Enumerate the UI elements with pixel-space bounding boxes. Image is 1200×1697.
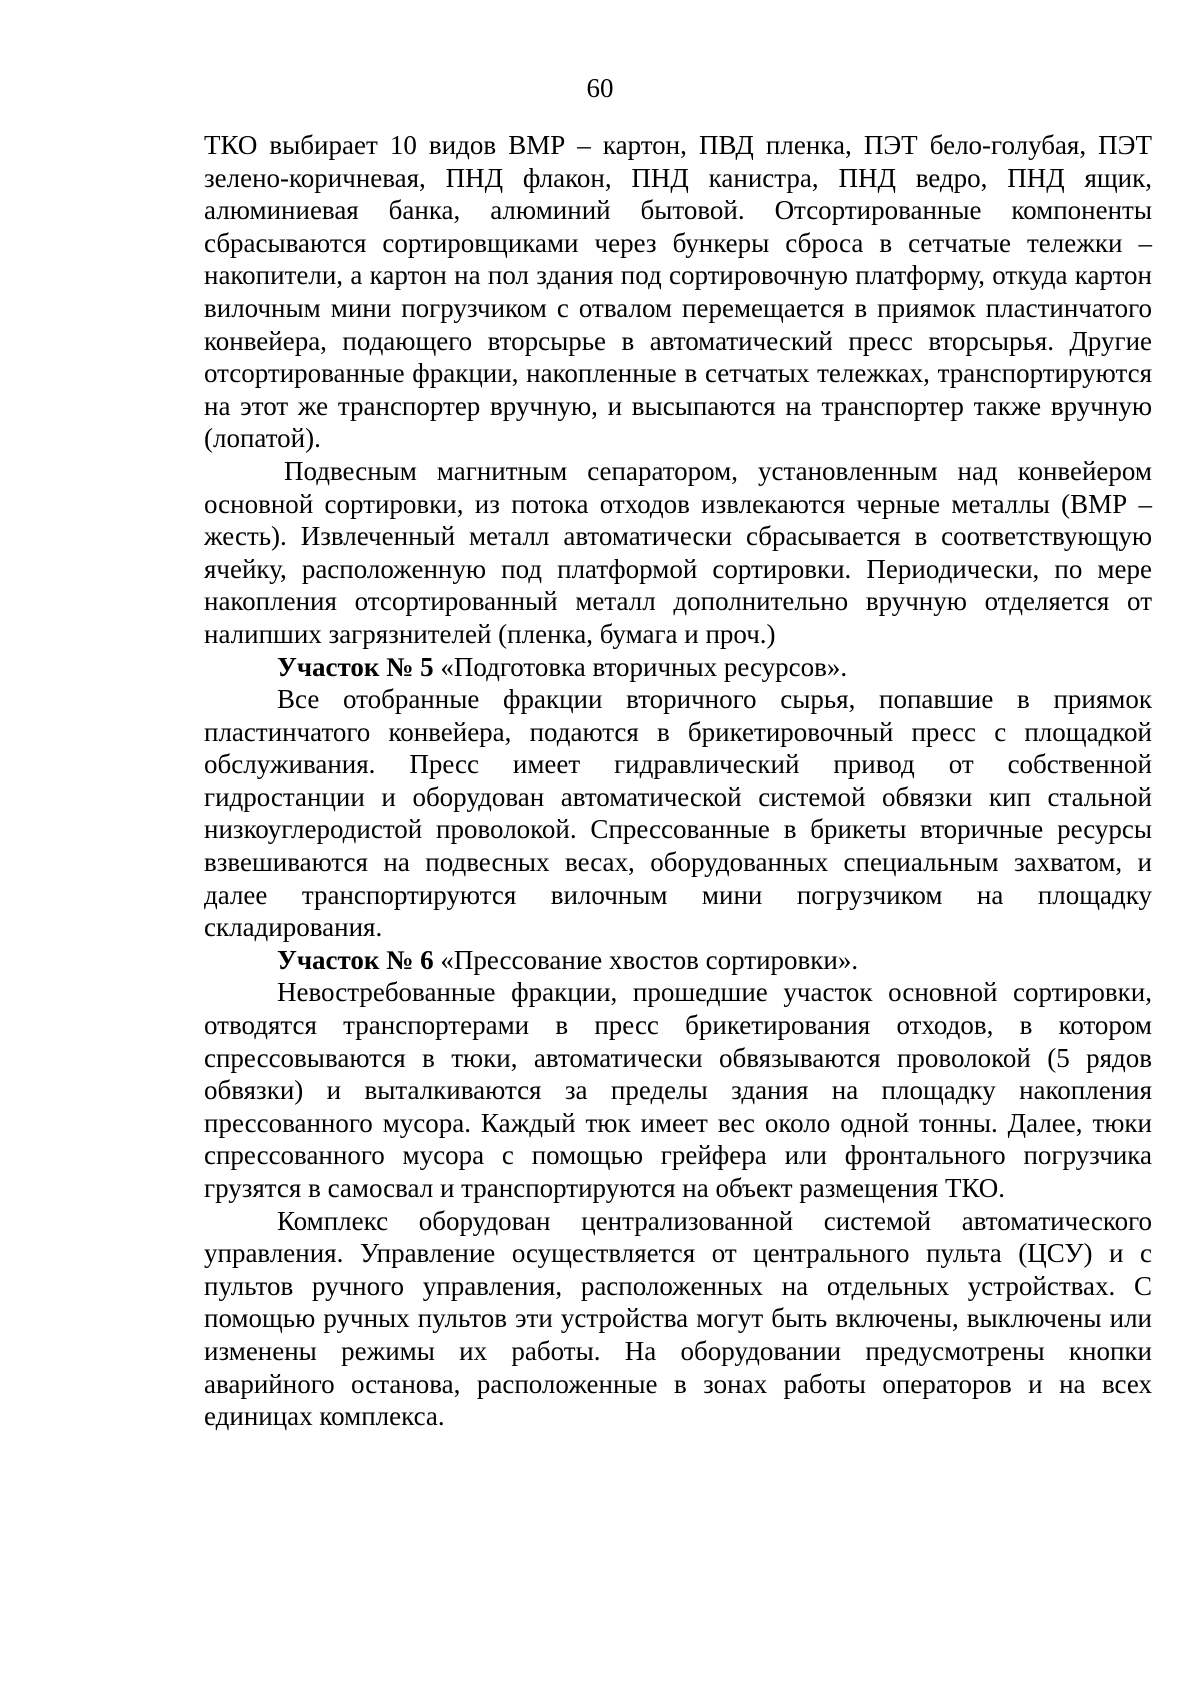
page-number: 60 (586, 73, 614, 103)
paragraph-control-system: Комплекс оборудован централизованной системой автоматического управления. Управление осуществляется от центрального пульта (ЦСУ) и с пультов ручного управления, расположенных на отдельных устройствах. С помощью ручных пультов эти устройства могут быть включены, выключены или изменены режимы их работы. На оборудовании предусмотрены кнопки аварийного останова, расположенные в зонах работы операторов и на всех единицах комплекса. (204, 1205, 1152, 1432)
section6-text: Невостребованные фракции, прошедшие участок основной сортировки, отводятся транспортерами в пресс брикетирования отходов, в котором спрессовываются в тюки, автоматически обвязываются проволокой (5 рядов обвязки) и выталкиваются за пределы здания на площадку накопления прессованного мусора. Каждый тюк имеет вес около одной тонны. Далее, тюки спрессованного мусора с помощью грейфера или фронтального погрузчика грузятся в самосвал и транспортируются на объект размещения ТКО. (204, 977, 1152, 1203)
paragraph-magnetic-separator: Подвесным магнитным сепаратором, установленным над конвейером основной сортировки, из потока отходов извлекаются черные металлы (ВМР – жесть). Извлеченный металл автоматически сбрасывается в соответствующую ячейку, расположенную под платформой сортировки. Периодически, по мере накопления отсортированный металл дополнительно вручную отделяется от налипших загрязнителей (пленка, бумага и проч.) (204, 455, 1152, 649)
section5-text: Все отобранные фракции вторичного сырья, попавшие в приямок пластинчатого конвейера, подаются в брикетировочный пресс с площадкой обслуживания. Пресс имеет гидравлический привод от собственной гидростанции и оборудован автоматической системой обвязки кип стальной низкоуглеродистой проволокой. Спрессованные в брикеты вторичные ресурсы взвешиваются на подвесных весах, оборудованных специальным захватом, и далее транспортируются вилочным мини погрузчиком на площадку складирования. (204, 684, 1152, 943)
section5-heading-title: «Подготовка вторичных ресурсов». (433, 651, 848, 682)
document-body (204, 129, 1152, 1433)
paragraph-sorting-continued: ТКО выбирает 10 видов ВМР – картон, ПВД пленка, ПЭТ бело-голубая, ПЭТ зелено-коричневая, ПНД флакон, ПНД канистра, ПНД ведро, ПНД ящик, алюминиевая банка, алюминий бытовой. Отсортированные компоненты сбрасываются сортировщиками через бункеры сброса в сетчатые тележки – накопители, а картон на пол здания под сортировочную платформу, откуда картон вилочным мини погрузчиком с отвалом перемещается в приямок пластинчатого конвейера, подающего вторсырье в автоматический пресс вторсырья. Другие отсортированные фракции, накопленные в сетчатых тележках, транспортируются на этот же транспортер вручную, и высыпаются на транспортер также вручную (лопатой). (204, 130, 1152, 454)
section5-heading-bold: Участок № 5 (277, 651, 434, 682)
section6-heading-title: «Прессование хвостов сортировки». (433, 944, 859, 975)
section6-heading-bold: Участок № 6 (277, 944, 434, 975)
section6-heading (204, 944, 1152, 977)
section5-heading (204, 651, 1152, 684)
